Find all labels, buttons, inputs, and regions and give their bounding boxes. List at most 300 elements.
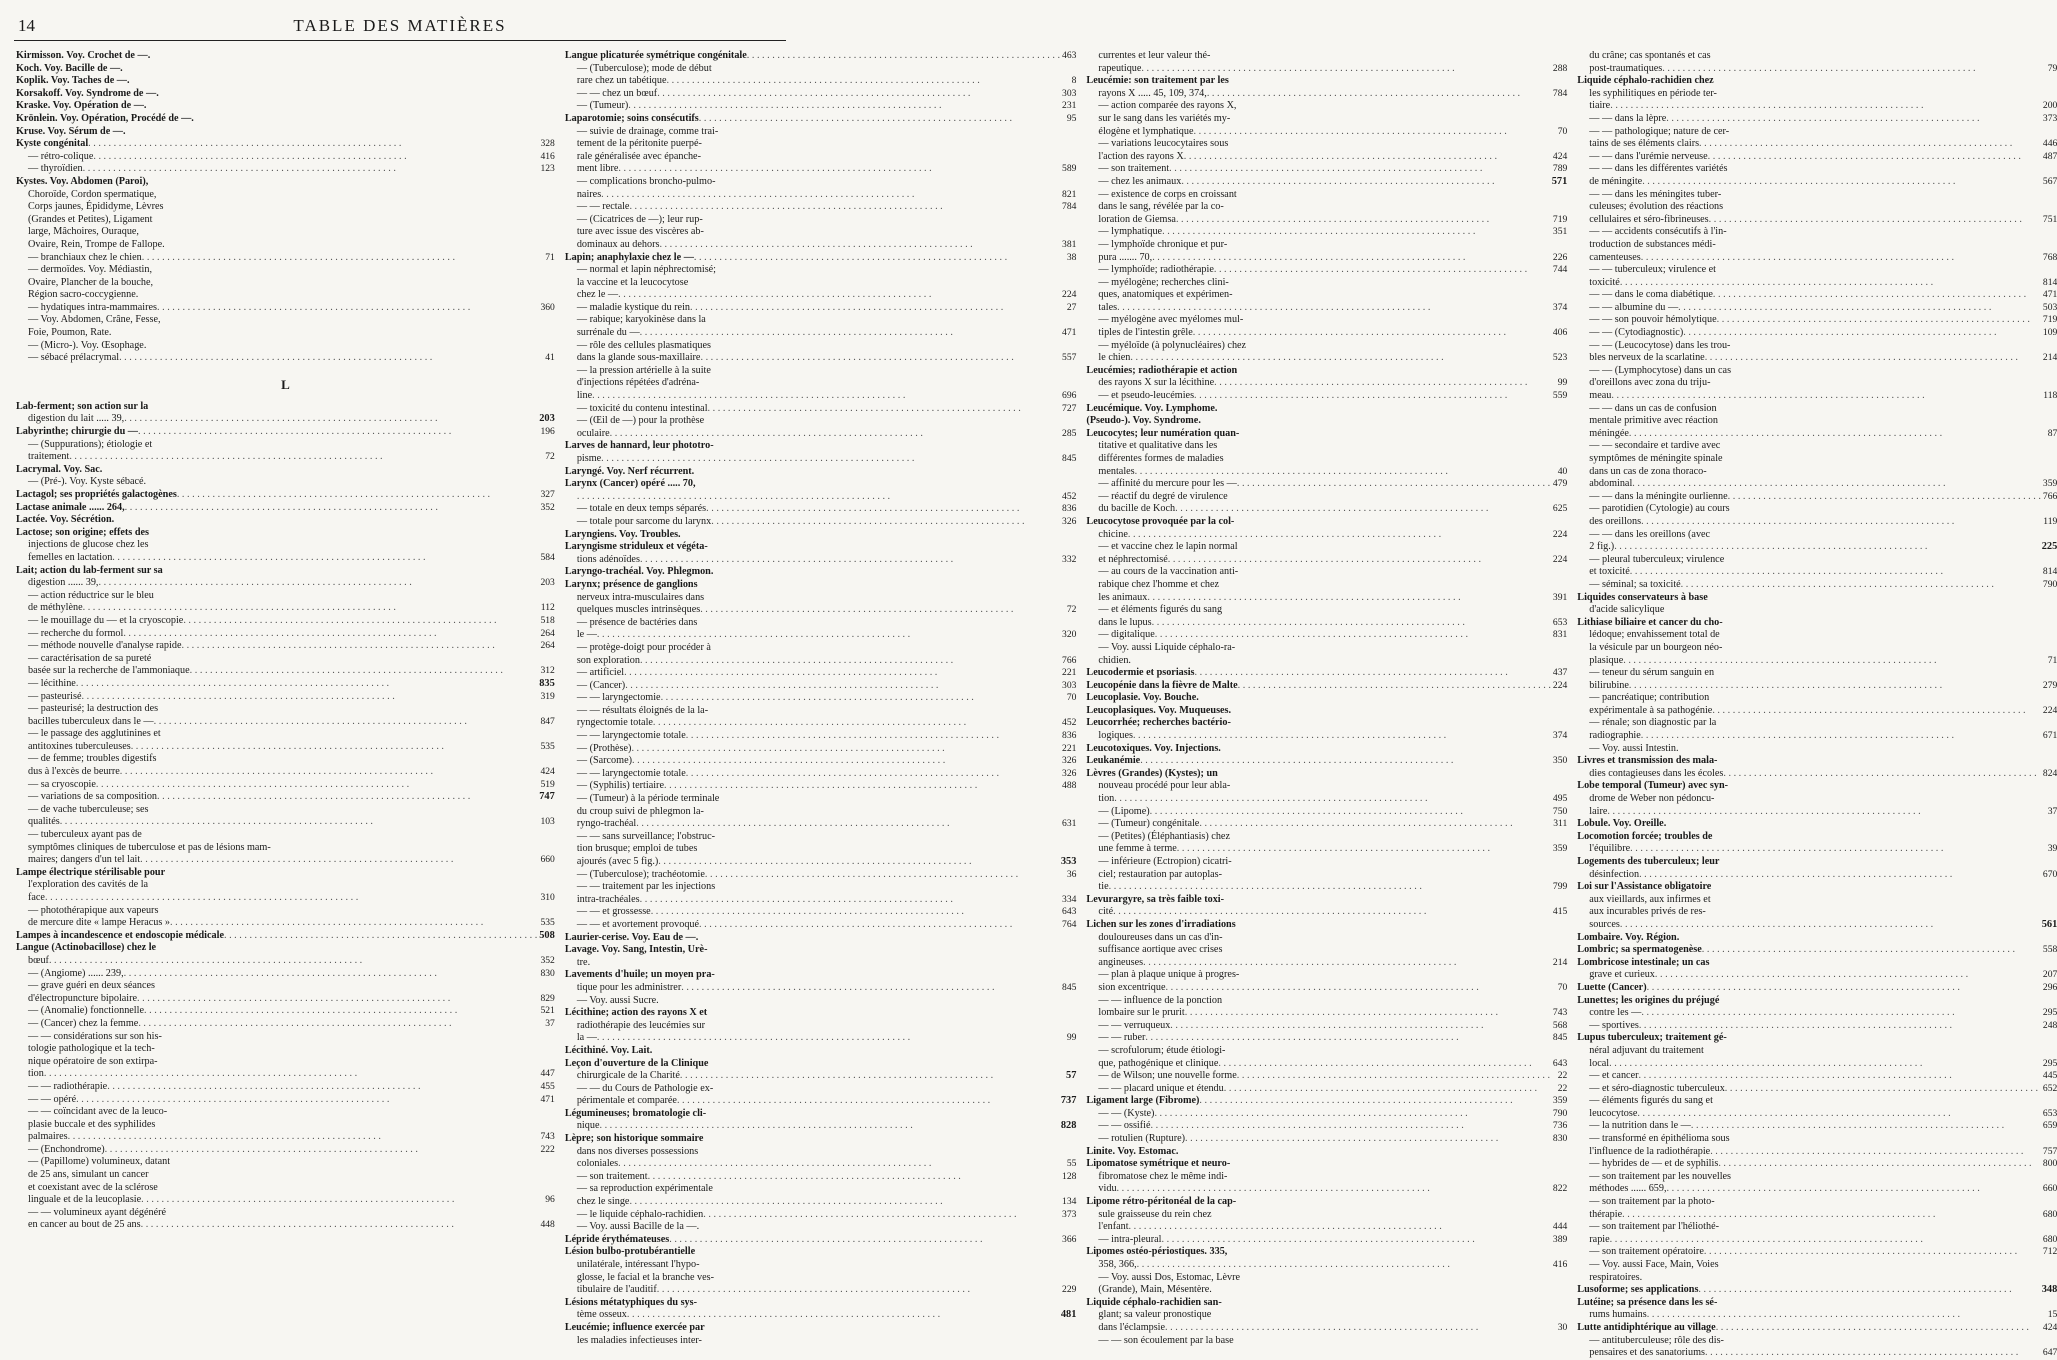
page-ref: 784 [1552,87,1568,99]
index-entry [16,678,555,691]
entry-text: — sébacé prélacrymal [28,352,120,364]
entry-text: — hydatiques intra-mammaires [28,301,158,313]
index-entry [1086,1196,1567,1209]
leader-dots [1117,1183,1551,1196]
entry-text: — (Cancer) [576,679,626,691]
index-entry [1577,503,2057,516]
page-ref: 828 [1060,1120,1077,1132]
entry-text: coloniales [576,1158,619,1170]
page-ref: 743 [540,1131,555,1143]
index-entry-continuation [565,163,1077,176]
leader-dots [1623,655,2045,668]
entry-text: Laryngé. Voy. Nerf récurrent. [564,465,695,477]
entry-text: Leucémie; influence exercée par [564,1321,705,1333]
entry-text: bilirubine [1589,679,1629,691]
entry-text: — la nutrition dans le — [1589,1120,1691,1132]
index-entry [565,314,1077,327]
entry-text: rale généralisée avec épanche- [576,150,701,162]
leader-dots [1177,843,1551,856]
index-entry [1086,163,1567,176]
index-entry-continuation [565,491,1077,504]
leader-dots [1629,680,2041,693]
leader-dots [1162,226,1551,239]
entry-text: — — rectale [576,201,630,213]
entry-text: antitoxines tuberculeuses [28,740,131,752]
page-header [18,16,782,40]
index-entry [1086,1146,1567,1159]
index-entry-continuation [565,1196,1077,1209]
page-ref: 22 [1557,1070,1568,1082]
index-entry [16,527,555,540]
entry-text: — — accidents consécutifs à l'in- [1589,226,1727,238]
page-ref: 822 [1552,1183,1568,1195]
page-ref: 381 [1062,238,1077,250]
index-entry-continuation [1577,453,2057,466]
index-entry [1577,1083,2057,1096]
entry-text: — sportives [1589,1019,1639,1031]
entry-text: Lobe temporal (Tumeur) avec syn- [1577,780,1729,792]
entry-text: dans l'éclampsie [1098,1321,1166,1333]
entry-text: rabique chez l'homme et chez [1098,578,1220,590]
index-entry [1086,717,1567,730]
entry-text: — (Cicatrices de —); leur rup- [576,213,703,225]
index-entry [1577,856,2057,869]
page-ref: 814 [2042,566,2057,578]
leader-dots [651,906,1060,919]
entry-text: — rénale; son diagnostic par la [1589,717,1717,729]
index-entry-continuation [1577,541,2057,554]
index-entry-continuation [16,1068,555,1081]
index-entry-continuation [1086,113,1567,126]
index-entry-continuation [16,1119,555,1132]
leader-dots [1678,302,2041,315]
entry-text: — de femme; troubles digestifs [28,753,157,765]
entry-text: — son traitement par la photo- [1589,1196,1715,1208]
index-entry-continuation [1086,592,1567,605]
leader-dots [177,489,539,502]
index-entry-continuation [1577,377,2057,390]
leader-dots [154,716,539,729]
entry-text: — Voy. aussi Bacille de la —. [576,1221,700,1233]
index-entry [1086,1095,1567,1108]
entry-text: — (Sarcome) [576,755,632,767]
entry-text: — (Tumeur) à la période terminale [576,793,720,805]
page-ref: 743 [1552,1007,1568,1019]
entry-text: — protège-doigt pour procéder à [576,641,711,653]
leader-dots [1135,466,1556,479]
entry-text: Lèpre; son historique sommaire [564,1133,704,1145]
leader-dots [1207,88,1551,101]
index-entry [1577,1246,2057,1259]
page-ref: 224 [1552,528,1568,540]
entry-text: — pancréatique; contribution [1589,692,1710,704]
entry-text: — action comparée des rayons X, [1098,100,1237,112]
index-entry [565,214,1077,227]
entry-text: périmentale et comparée [576,1095,677,1107]
entry-text: dans le sang, révélée par la co- [1098,201,1224,213]
entry-text: — son traitement par l'héliothé- [1589,1221,1719,1233]
page-ref: 36 [1066,868,1077,880]
entry-text: — réactif du degré de virulence [1098,490,1228,502]
index-entry-continuation [565,390,1077,403]
entry-text: Leucopénie dans la fièvre de Malte [1086,679,1238,691]
index-entry [1577,692,2057,705]
index-entry [565,403,1077,416]
page-ref: 768 [2042,251,2057,263]
index-entry [16,100,555,113]
leader-dots [124,968,539,981]
entry-text: d'injections répétées d'adréna- [576,377,700,389]
entry-text: Leucoplasiques. Voy. Muqueuses. [1086,704,1232,716]
page-ref: 830 [1552,1133,1568,1145]
leader-dots [700,604,1065,617]
entry-text: Larynx (Cancer) opéré ..... 70, [564,478,696,490]
entry-text: Lunettes; les origines du préjugé [1577,994,1720,1006]
leader-dots [1728,491,2041,504]
index-entry [16,163,555,176]
index-entry-continuation [16,189,555,202]
index-entry [1577,1335,2057,1348]
index-entry [1577,289,2057,302]
entry-text: — son traitement [576,1170,648,1182]
leader-dots [1214,264,1551,277]
leader-dots [1237,478,1551,491]
index-entry [1086,264,1567,277]
page-ref: 680 [2042,1208,2057,1220]
leader-dots [1147,592,1551,605]
page-ref: 312 [540,665,555,677]
leader-dots [120,766,539,779]
leader-dots [1238,680,1551,693]
leader-dots [69,451,543,464]
page-ref: 519 [540,778,555,790]
entry-text: — intra-pleural [1098,1233,1162,1245]
index-entry [1577,1322,2057,1335]
index-entry [565,768,1077,781]
index-entry-continuation [565,289,1077,302]
entry-text: — — ossifié [1098,1120,1151,1132]
index-entry [565,579,1077,592]
index-column-1 [16,50,555,1231]
leader-dots [1152,617,1551,630]
entry-text: laire [1589,805,1608,817]
index-entry-continuation [16,277,555,290]
page-ref: 847 [540,715,555,727]
leader-dots [677,1095,1059,1108]
entry-text: — action réductrice sur le bleu [28,589,154,601]
index-entry-continuation [16,842,555,855]
index-entry-continuation [565,655,1077,668]
page-ref: 310 [540,892,555,903]
entry-text: Lèvres (Grandes) (Kystes); un [1086,767,1218,779]
entry-text: du crâne; cas spontanés et cas [1589,50,1711,61]
leader-dots [190,665,539,678]
entry-text: drome de Weber non pédoncu- [1589,793,1715,805]
entry-text: — (Micro-). Voy. Œsophage. [28,339,147,351]
index-entry-continuation [1577,50,2057,63]
index-entry [16,728,555,741]
leader-dots [703,1209,1060,1222]
page-ref: 747 [539,791,555,803]
page-ref: 535 [540,740,555,752]
index-entry [16,50,555,63]
index-entry [16,314,555,327]
index-entry [16,126,555,139]
entry-text: — le mouillage du — et la cryoscopie [28,614,184,626]
entry-text: — Voy. aussi Face, Main, Voies [1589,1259,1719,1270]
entry-text: — rabique; karyokinèse dans la [576,314,706,326]
index-entry-continuation [1086,982,1567,995]
index-entry [1577,264,2057,277]
index-entry [565,50,1077,63]
entry-text: traitement [28,451,70,463]
entry-text: grave et curieux [1589,969,1655,981]
entry-text: camenteuses [1589,251,1641,263]
entry-text: ciel; restauration par autoplas- [1098,868,1223,880]
index-entry [565,126,1077,139]
leader-dots [1169,163,1551,176]
index-entry [1086,516,1567,529]
leader-dots [632,755,1060,768]
entry-text: — — sans surveillance; l'obstruc- [576,830,716,842]
entry-text: Lésion bulbo-protubérantielle [564,1246,696,1258]
page-ref: 557 [1062,352,1077,364]
page-ref: 589 [1062,163,1077,175]
page-ref: 736 [1552,1120,1568,1132]
page-ref: 561 [2041,918,2057,930]
index-entry-continuation [1086,843,1567,856]
index-entry-continuation [565,1146,1077,1159]
leader-dots [124,413,537,426]
entry-text: — — influence de la ponction [1098,994,1223,1006]
leader-dots [629,201,1060,214]
page-ref: 445 [2042,1070,2057,1082]
entry-text: et toxicité [1589,566,1630,578]
entry-text: l'influence de la radiothérapie [1589,1145,1711,1157]
index-entry [565,932,1077,945]
leader-dots [1141,63,1550,76]
entry-text: linguale et de la leucoplasie [28,1194,142,1206]
index-entry [16,565,555,578]
page-ref: 359 [2042,478,2057,490]
page-ref: 71 [2047,654,2057,666]
page-ref: 311 [1553,818,1568,830]
leader-dots [112,552,538,565]
index-entry-continuation [1577,214,2057,227]
leader-dots [657,88,1060,101]
entry-text: rayons X ..... 45, 109, 374, [1098,87,1207,99]
entry-text: Corps jaunes, Épididyme, Lèvres [28,201,164,213]
leader-dots [1620,277,2041,290]
page-ref: 37 [545,1017,555,1029]
entry-text: Leucotoxiques. Voy. Injections. [1086,742,1221,754]
index-entry [565,264,1077,277]
entry-text: la vaccine et la leucocytose [576,276,689,288]
entry-text: — son traitement opératoire [1589,1246,1704,1258]
index-entry [565,1058,1077,1071]
index-entry [16,1144,555,1157]
entry-text: culeuses; évolution des réactions [1589,201,1724,213]
page-ref: 830 [540,967,555,979]
index-entry [1086,1234,1567,1247]
index-entry [565,340,1077,353]
index-entry-continuation [1086,201,1567,214]
entry-text: plasie buccale et des syphilides [28,1118,156,1130]
index-entry [1577,340,2057,353]
page-ref: 373 [2042,112,2057,124]
entry-text: — — chez un bœuf [576,87,658,99]
leader-dots [1175,503,1551,516]
entry-text: thérapie [1589,1208,1623,1220]
leader-dots [1168,554,1551,567]
leader-dots [1114,793,1551,806]
entry-text: (Pseudo-). Voy. Syndrome. [1086,415,1201,427]
index-entry [565,503,1077,516]
index-entry-continuation [1577,63,2057,76]
page-ref: 222 [540,1143,555,1155]
page-ref: 391 [1552,591,1568,603]
leader-dots [45,892,538,905]
entry-text: rums humains [1589,1309,1647,1321]
entry-text: Langue plicaturée symétrique congénitale [564,50,747,61]
page-ref: 203 [539,413,555,425]
entry-text: maires; dangers d'un tel lait [28,854,141,866]
leader-dots [1140,755,1551,768]
index-entry-continuation [1086,1058,1567,1071]
entry-text: Lécithine; action des rayons X et [564,1007,708,1019]
index-entry-continuation [16,1056,555,1069]
page-ref: 481 [1060,1309,1077,1321]
entry-text: — totale pour sarcome du larynx [576,515,712,527]
index-entry [565,1171,1077,1184]
entry-text: — suivie de drainage, comme trai- [576,125,719,137]
entry-text: — (Petites) (Éléphantiasis) chez [1098,830,1230,842]
index-entry-continuation [1577,1209,2057,1222]
leader-dots [181,640,538,653]
page-ref: 214 [2042,352,2057,364]
entry-text: — Voy. aussi Intestin. [1589,742,1679,754]
entry-text: — artificiel [576,667,625,679]
entry-text: cité [1098,906,1114,918]
leader-dots [138,426,538,439]
section-letter: L [281,376,290,392]
entry-text: l'enfant [1098,1221,1129,1233]
page-ref: 303 [1062,87,1077,99]
leader-dots [60,816,539,829]
leader-dots [1130,352,1551,365]
index-entry [16,264,555,277]
leader-dots [1637,1108,2041,1121]
index-entry-continuation [1577,415,2057,428]
page-ref: 87 [2047,427,2057,439]
page-ref: 248 [2042,1019,2057,1031]
index-entry-continuation [565,1335,1077,1348]
entry-text: chez le singe [576,1196,630,1208]
entry-text: — Voy. aussi Liquide céphalo-ra- [1098,641,1236,653]
index-entry [565,1322,1077,1335]
leader-dots [1641,516,2041,529]
entry-text: — (Prothèse) [576,742,632,754]
entry-text: élogène et lymphatique [1098,125,1194,137]
page-ref: 415 [1552,906,1568,918]
page-ref: 279 [2042,679,2057,691]
page-ref: 416 [1552,1259,1568,1270]
page-ref: 737 [1060,1095,1077,1107]
index-entry-continuation [1086,327,1567,340]
leader-dots [1705,352,2041,365]
page-ref: 326 [1062,755,1077,767]
entry-text: — — laryngectomie totale [576,767,686,779]
index-entry [565,516,1077,529]
leader-dots [640,655,1060,668]
leader-dots [601,189,1060,202]
index-entry-continuation [565,1120,1077,1133]
page-ref: 719 [1552,213,1568,225]
entry-text: les animaux [1098,591,1148,603]
entry-text: Lait; action du lab-ferment sur sa [16,564,163,576]
index-entry [565,302,1077,315]
page-ref: 647 [2042,1347,2057,1359]
index-entry [16,426,555,439]
leader-dots [105,1144,539,1157]
index-entry [1086,806,1567,819]
entry-text: rapeutique [1098,62,1142,74]
leader-dots [625,680,1060,693]
index-entry [565,100,1077,113]
entry-text: Lombric; sa spermatogenèse [1577,944,1702,956]
entry-text: symptômes de méningite spinale [1589,453,1723,464]
entry-text: mentale primitive avec réaction [1589,415,1718,427]
entry-text: — — traitement par les injections [576,881,716,893]
index-entry-continuation [16,879,555,892]
entry-text: d'acide salicylique [1589,604,1665,616]
index-entry [1086,1272,1567,1285]
index-entry-continuation [565,818,1077,831]
index-entry [565,642,1077,655]
index-entry [16,1031,555,1044]
index-entry [1577,944,2057,957]
entry-text: le — [576,629,597,641]
entry-text: — lymphoïde; radiothérapie [1098,264,1214,276]
entry-text: face [28,892,45,903]
leader-dots [93,151,538,164]
index-entry-continuation [565,592,1077,605]
entry-text: surrénale du — [576,327,640,339]
index-entry-continuation [1086,1284,1567,1297]
index-entry [16,75,555,88]
entry-text: nique opératoire de son extirpa- [28,1055,158,1067]
entry-text: — de Wilson; une nouvelle forme [1098,1070,1237,1082]
index-entry [565,176,1077,189]
page-ref: 320 [1062,629,1077,641]
entry-text: naires [576,188,602,200]
page-ref: 712 [2042,1246,2057,1258]
page-ref: 751 [2042,213,2057,225]
entry-text: — (Lipome) [1098,805,1150,817]
page-ref: 653 [1552,616,1568,628]
entry-text: — affinité du mercure pour les — [1098,478,1237,490]
index-entry-continuation [1577,1234,2057,1247]
leader-dots [640,554,1060,567]
index-entry [565,831,1077,844]
entry-text: palmaires [28,1131,68,1143]
entry-text: respiratoires. [1589,1271,1643,1283]
index-entry [1577,1133,2057,1146]
entry-text: et néphrectomisé [1098,553,1168,565]
index-entry [1577,1032,2057,1045]
entry-text: local [1589,1057,1610,1069]
index-entry [16,340,555,353]
